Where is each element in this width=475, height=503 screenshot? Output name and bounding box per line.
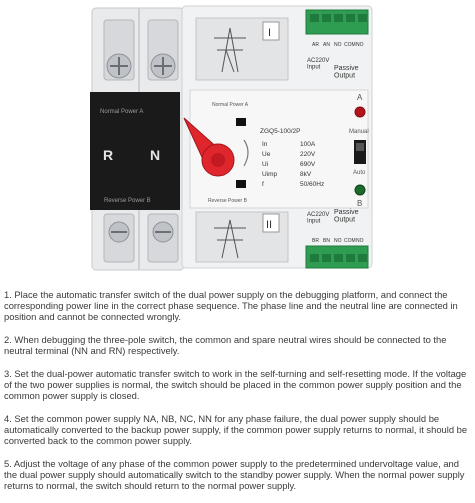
- handle-label-n: N: [150, 147, 161, 163]
- instruction-5: 5. Adjust the voltage of any phase of the common power supply to the predetermined undervoltage value, and the dual power supply should automatically switch to the standby power supply. When the normal power supply returns to normal, the switch should return to the normal power supply.: [4, 458, 465, 491]
- top-output-label: Passive Output: [334, 65, 359, 80]
- spec-key-f: f: [262, 181, 264, 188]
- instruction-4: 4. Set the common power supply NA, NB, NC, NN for any phase failure, the dual power supply should be automatically converted to the backup power supply, if the common power supply returns to normal, it should be converted back to the common power supply.: [4, 413, 468, 446]
- bottom-term-label-4: COM: [344, 238, 356, 244]
- bottom-term-label-2: BN: [323, 238, 330, 244]
- instruction-1: 1. Place the automatic transfer switch of the dual power supply on the debugging platform, and connect the corresponding power line in the correct phase sequence. The phase line and the neutral line are connected in position and cannot be connected wrongly.: [4, 289, 458, 322]
- top-term-label-2: AN: [323, 42, 330, 48]
- mode-manual-label: Manual: [349, 129, 369, 135]
- top-term-label-3: NO: [334, 42, 342, 48]
- bottom-output-label: Passive Output: [334, 209, 359, 224]
- top-term-label-4: COM: [344, 42, 356, 48]
- spec-val-f: 50/60Hz: [300, 181, 325, 188]
- spec-key-in: In: [262, 141, 268, 148]
- status-window-top: [236, 118, 246, 126]
- status-window-bottom: [236, 180, 246, 188]
- mode-auto-label: Auto: [353, 170, 366, 176]
- instruction-3: 3. Set the dual-power automatic transfer switch to work in the self-turning and self-resetting mode. If the voltage of the two power supplies is normal, the switch should be placed in the common power supply position and the common power supply is closed.: [4, 368, 467, 401]
- spec-val-uimp: 8kV: [300, 171, 312, 178]
- spec-val-ue: 220V: [300, 151, 316, 158]
- instructions: [0, 289, 475, 503]
- spec-key-uimp: Uimp: [262, 171, 278, 178]
- instruction-2: 2. When debugging the three-pole switch, the common and spare neutral wires should be connected to the neutral terminal (NN and RN) respectively.: [4, 334, 447, 356]
- bottom-terminal-screws[interactable]: [310, 254, 367, 262]
- indicator-a-label: A: [357, 93, 363, 102]
- bottom-term-label-1: BR: [312, 238, 319, 244]
- indicator-b-led: [355, 185, 365, 195]
- bottom-term-label-5: NO: [356, 238, 364, 244]
- top-input-label: AC220V Input: [307, 58, 330, 71]
- spec-val-ui: 690V: [300, 161, 316, 168]
- handle-label-r: R: [103, 147, 114, 163]
- face-reverse-power: Reverse Power B: [208, 198, 247, 204]
- window-roman-2: II: [266, 219, 273, 231]
- top-terminal-screws[interactable]: [310, 14, 367, 22]
- spec-key-ue: Ue: [262, 151, 271, 158]
- top-term-label-5: NO: [356, 42, 364, 48]
- bottom-input-label: AC220V Input: [307, 212, 330, 225]
- indicator-b-label: B: [357, 199, 363, 208]
- spec-val-in: 100A: [300, 141, 316, 148]
- bottom-term-label-3: NO: [334, 238, 342, 244]
- normal-power-a-label: Normal Power A: [100, 109, 144, 115]
- top-term-label-1: AR: [312, 42, 319, 48]
- spec-key-ui: Ui: [262, 161, 269, 168]
- window-roman-1: I: [268, 27, 272, 39]
- indicator-a-led: [355, 107, 365, 117]
- face-normal-power: Normal Power A: [212, 102, 249, 108]
- model-label: ZGQ5-100/2P: [260, 128, 301, 135]
- reverse-power-b-label: Reverse Power B: [104, 198, 151, 204]
